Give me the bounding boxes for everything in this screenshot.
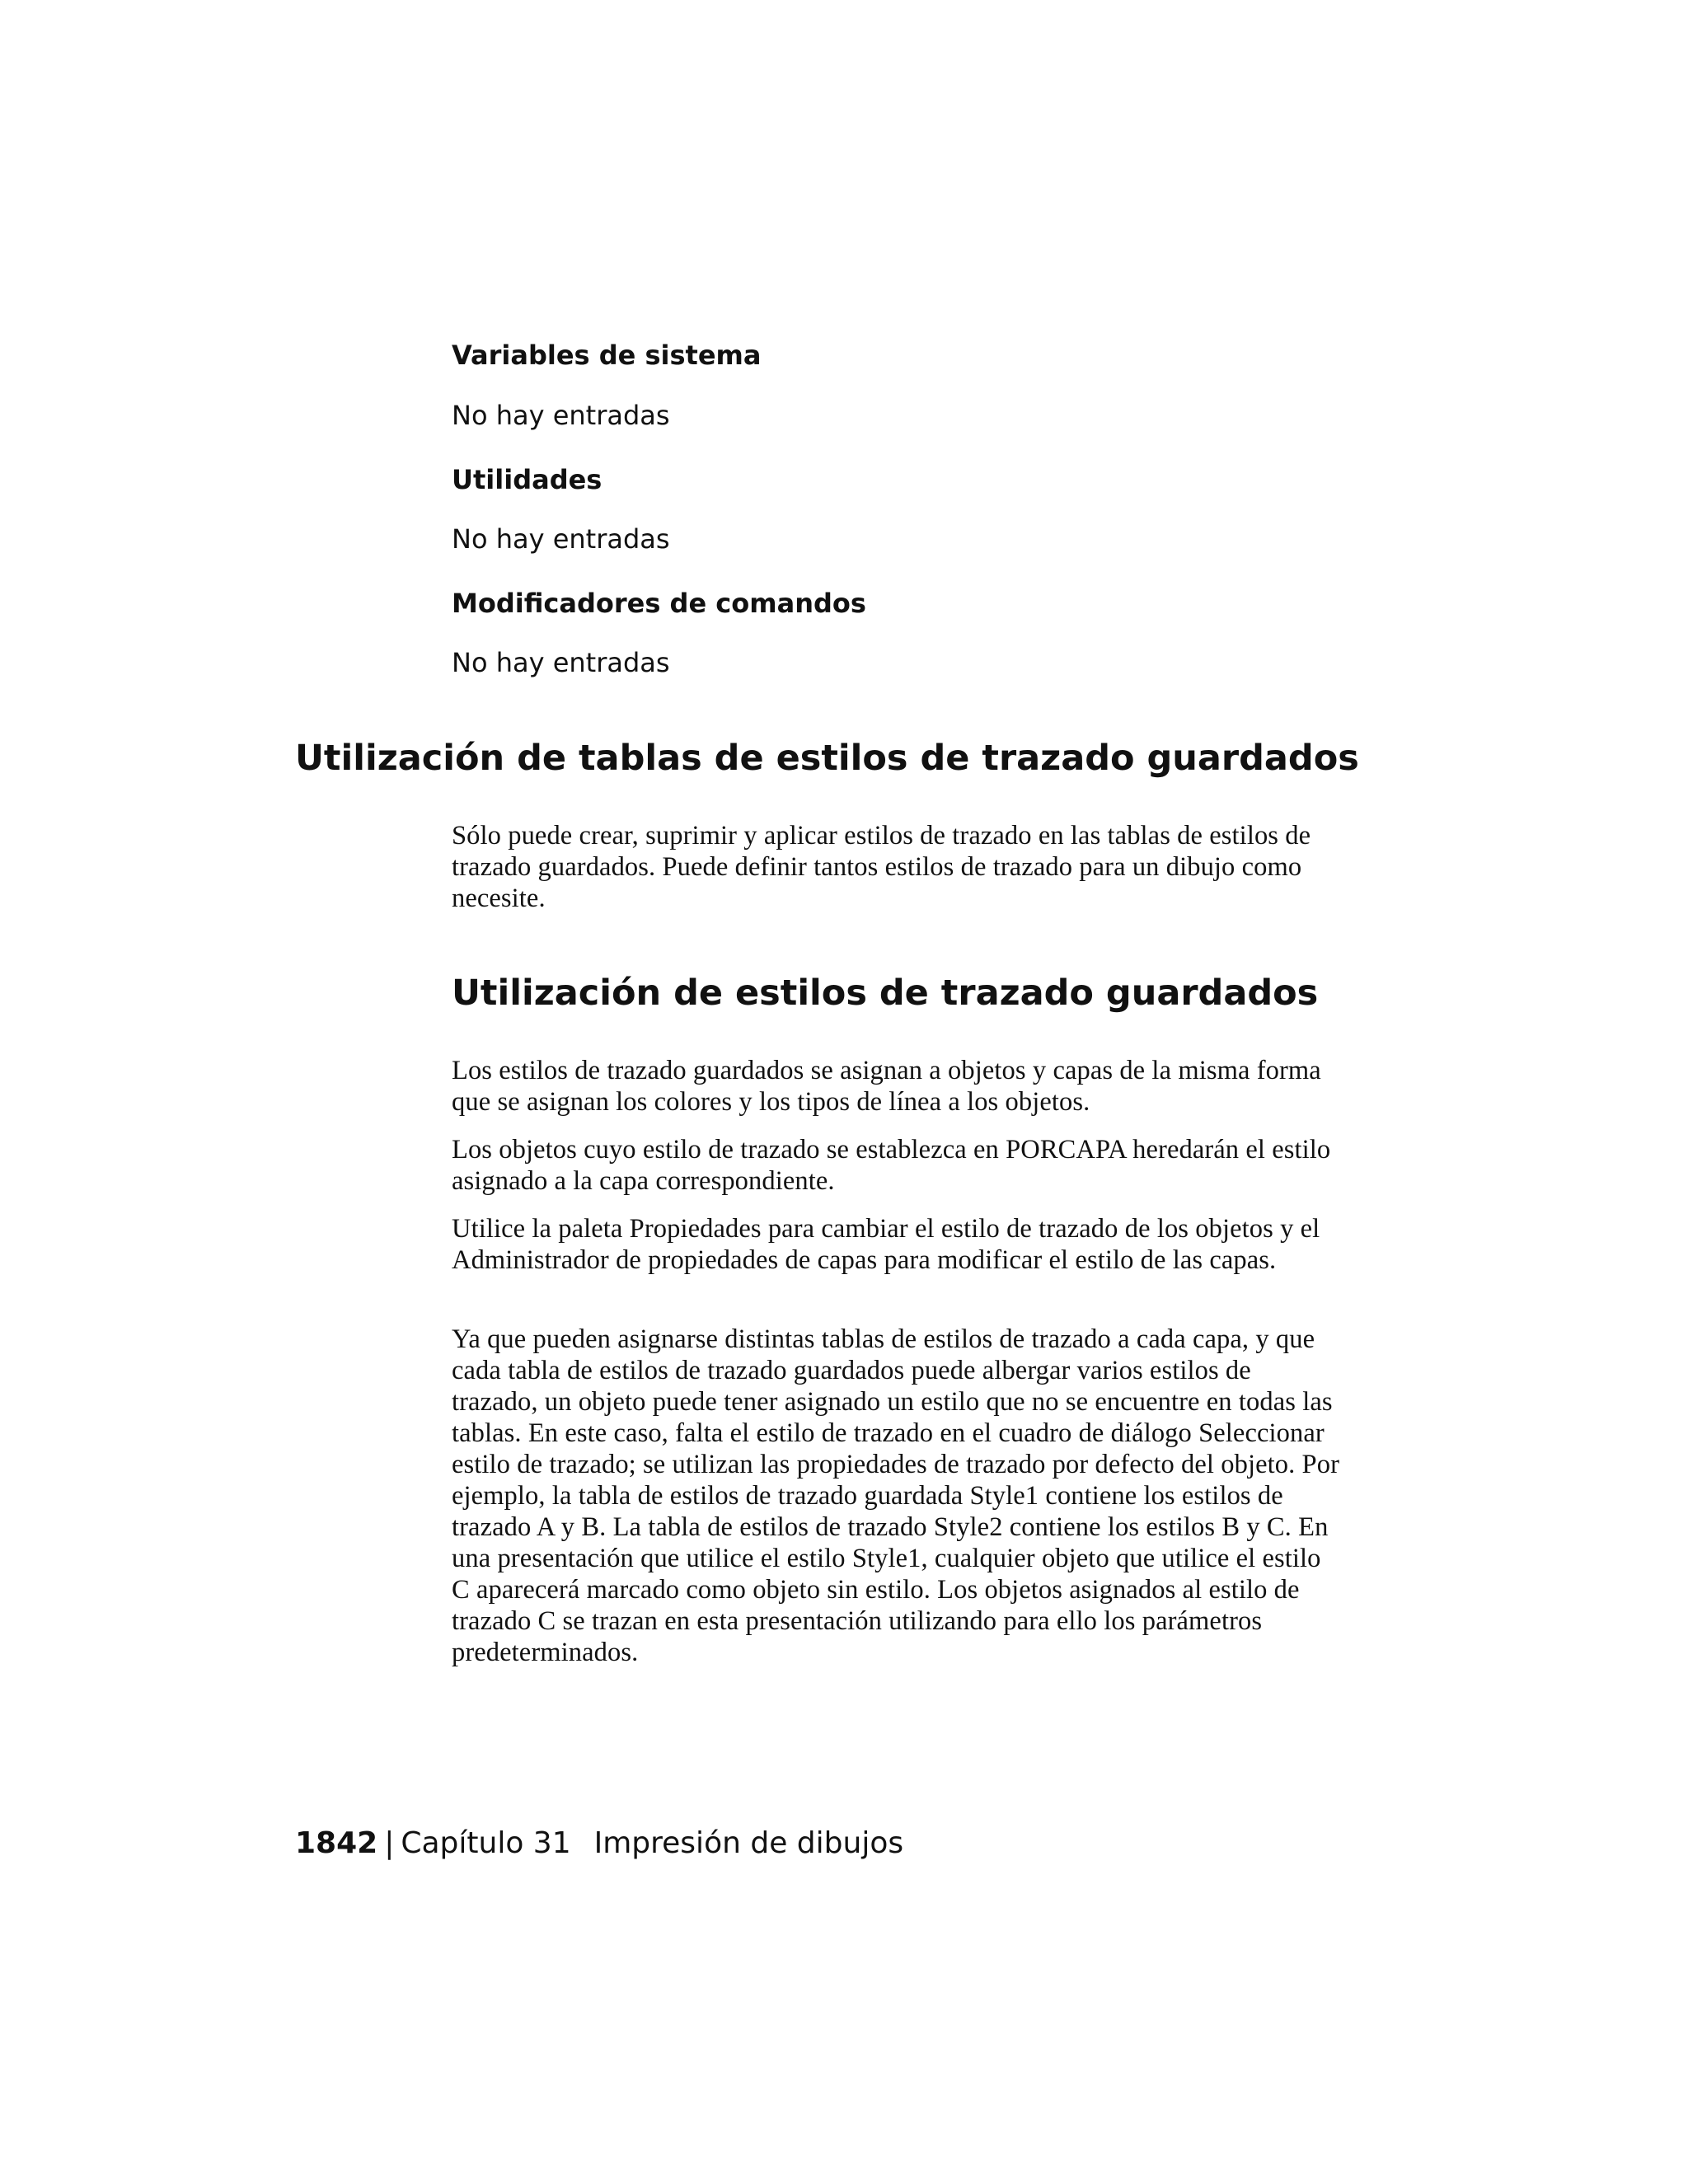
footer-separator: | [384,1826,395,1860]
system-variables-text: No hay entradas [452,400,670,431]
subsection-paragraph-2: Los objetos cuyo estilo de trazado se establezca en PORCAPA heredarán el estilo asignado a la capa correspondiente. [452,1135,1331,1196]
page-footer [295,1825,903,1861]
utilities-heading: Utilidades [452,464,603,495]
chapter-label: Capítulo 31 [401,1826,571,1860]
section-heading: Utilización de tablas de estilos de trazado guardados [295,738,1359,779]
subsection-heading: Utilización de estilos de trazado guardados [452,972,1319,1014]
chapter-title: Impresión de dibujos [593,1826,904,1860]
section-intro-paragraph: Sólo puede crear, suprimir y aplicar estilos de trazado en las tablas de estilos de trazado guardados. Puede definir tantos estilos de trazado para un dibujo como necesite. [452,821,1311,913]
subsection-paragraph-4: Ya que pueden asignarse distintas tablas de estilos de trazado a cada capa, y que cada tabla de estilos de trazado guardados puede albergar varios estilos de trazado, un objeto puede tener asignado un estilo que no se encuentre en todas las tablas. En este caso, falta el estilo de trazado en el cuadro de diálogo Seleccionar estilo de trazado; se utilizan las propiedades de trazado por defecto del objeto. Por ejemplo, la tabla de estilos de trazado guardada Style1 contiene los estilos de trazado A y B. La tabla de estilos de trazado Style2 contiene los estilos B y C. En una presentación que utilice el estilo Style1, cualquier objeto que utilice el estilo C aparecerá marcado como objeto sin estilo. Los objetos asignados al estilo de trazado C se trazan en esta presentación utilizando para ello los parámetros predeterminados. [452,1324,1340,1667]
modifiers-heading: Modificadores de comandos [452,588,866,619]
subsection-paragraph-3: Utilice la paleta Propiedades para cambiar el estilo de trazado de los objetos y el Administrador de propiedades de capas para modificar el estilo de las capas. [452,1214,1320,1275]
page-number: 1842 [295,1826,378,1860]
utilities-text: No hay entradas [452,523,670,555]
modifiers-text: No hay entradas [452,647,670,678]
subsection-paragraph-1: Los estilos de trazado guardados se asignan a objetos y capas de la misma forma que se asignan los colores y los tipos de línea a los objetos. [452,1056,1321,1117]
system-variables-heading: Variables de sistema [452,340,762,371]
